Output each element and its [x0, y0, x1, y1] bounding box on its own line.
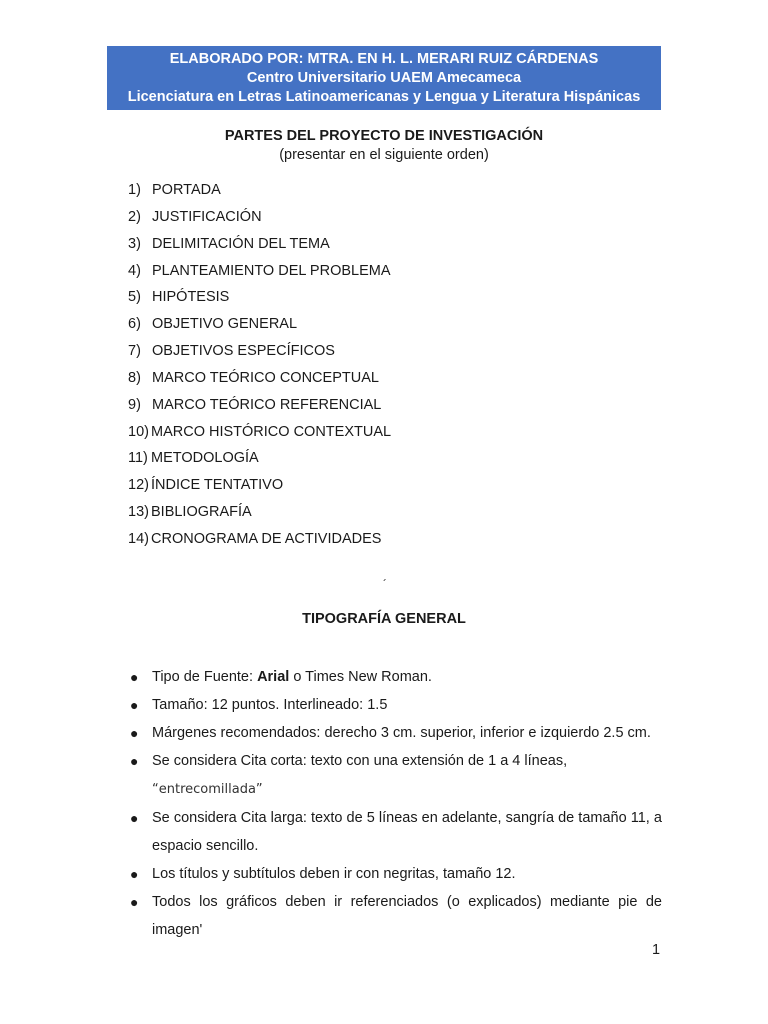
item-number: 10)	[128, 423, 149, 440]
header-banner	[107, 46, 661, 110]
list-item	[128, 234, 391, 261]
list-item	[128, 448, 391, 475]
long-quote-rule: Se considera Cita larga: texto de 5 líneas en adelante, sangría de tamaño 11, a espacio sencillo.	[152, 810, 662, 854]
item-number: 13)	[128, 504, 149, 521]
list-item	[128, 475, 391, 502]
item-number: 12)	[128, 477, 149, 494]
item-number: 14)	[128, 530, 149, 547]
font-rule: Tipo de Fuente: Arial o Times New Roman.	[152, 669, 432, 685]
list-item	[130, 804, 662, 860]
list-item	[128, 180, 391, 207]
size-rule: Tamaño: 12 puntos. Interlineado: 1.5	[152, 697, 388, 713]
list-item	[130, 888, 662, 944]
list-item	[128, 422, 391, 449]
bullet-icon: ●	[130, 753, 139, 769]
item-label: MARCO HISTÓRICO CONTEXTUAL	[151, 423, 392, 440]
item-label: OBJETIVOS ESPECÍFICOS	[152, 343, 335, 360]
item-number: 3)	[128, 235, 141, 252]
bullet-icon: ●	[130, 894, 139, 910]
item-label: DELIMITACIÓN DEL TEMA	[152, 235, 330, 252]
list-item	[128, 395, 391, 422]
parts-list	[128, 180, 391, 556]
item-label: MARCO TEÓRICO CONCEPTUAL	[152, 369, 379, 386]
list-item	[130, 860, 662, 888]
bullet-icon: ●	[130, 669, 139, 685]
author-line: ELABORADO POR: MTRA. EN H. L. MERARI RUIZ CÁRDENAS	[169, 51, 599, 67]
bullet-icon: ●	[130, 810, 139, 826]
parts-title: PARTES DEL PROYECTO DE INVESTIGACIÓN	[224, 128, 544, 144]
item-label: PLANTEAMIENTO DEL PROBLEMA	[152, 262, 391, 279]
short-quote-example: “entrecomillada”	[152, 782, 263, 797]
titles-rule: Los títulos y subtítulos deben ir con negritas, tamaño 12.	[152, 866, 516, 882]
list-item	[128, 207, 391, 234]
list-item	[128, 314, 391, 341]
list-item	[128, 287, 391, 314]
list-item	[128, 502, 391, 529]
item-number: 4)	[128, 262, 141, 279]
item-number: 2)	[128, 208, 141, 225]
program-line: Licenciatura en Letras Latinoamericanas y Lengua y Literatura Hispánicas	[127, 89, 641, 105]
item-number: 11)	[128, 450, 148, 467]
item-number: 6)	[128, 316, 141, 333]
item-number: 8)	[128, 369, 141, 386]
list-item	[130, 747, 662, 804]
list-item	[128, 341, 391, 368]
item-number: 5)	[128, 289, 141, 306]
list-item	[130, 663, 662, 691]
item-label: OBJETIVO GENERAL	[152, 316, 298, 333]
item-label: BIBLIOGRAFÍA	[151, 504, 252, 521]
typography-title: TIPOGRAFÍA GENERAL	[302, 611, 466, 627]
bullet-icon: ●	[130, 697, 139, 713]
item-label: MARCO TEÓRICO REFERENCIAL	[152, 396, 382, 413]
stray-accent-mark: ´	[383, 577, 387, 591]
list-item	[128, 261, 391, 288]
list-item	[128, 368, 391, 395]
font-name-bold: Arial	[257, 669, 290, 685]
typography-list	[130, 663, 662, 944]
graphics-rule: Todos los gráficos deben ir referenciados (o explicados) mediante pie de imagen'	[152, 894, 662, 938]
list-item	[130, 719, 662, 747]
parts-subtitle: (presentar en el siguiente orden)	[279, 147, 489, 163]
item-label: ÍNDICE TENTATIVO	[151, 477, 284, 494]
item-label: PORTADA	[152, 182, 221, 198]
item-label: JUSTIFICACIÓN	[152, 208, 262, 225]
item-number: 1)	[128, 182, 141, 198]
item-label: CRONOGRAMA DE ACTIVIDADES	[151, 530, 382, 547]
list-item	[128, 529, 391, 556]
list-item	[130, 691, 662, 719]
bullet-icon: ●	[130, 866, 139, 882]
item-number: 7)	[128, 343, 141, 360]
margins-rule: Márgenes recomendados: derecho 3 cm. superior, inferior e izquierdo 2.5 cm.	[152, 725, 651, 741]
institution-line: Centro Universitario UAEM Amecameca	[246, 70, 522, 86]
item-label: METODOLOGÍA	[151, 450, 259, 467]
short-quote-rule: Se considera Cita corta: texto con una extensión de 1 a 4 líneas, “entrecomillada”	[152, 753, 568, 797]
bullet-icon: ●	[130, 725, 139, 741]
page-number: 1	[652, 942, 661, 958]
item-label: HIPÓTESIS	[152, 289, 230, 306]
item-number: 9)	[128, 396, 141, 413]
